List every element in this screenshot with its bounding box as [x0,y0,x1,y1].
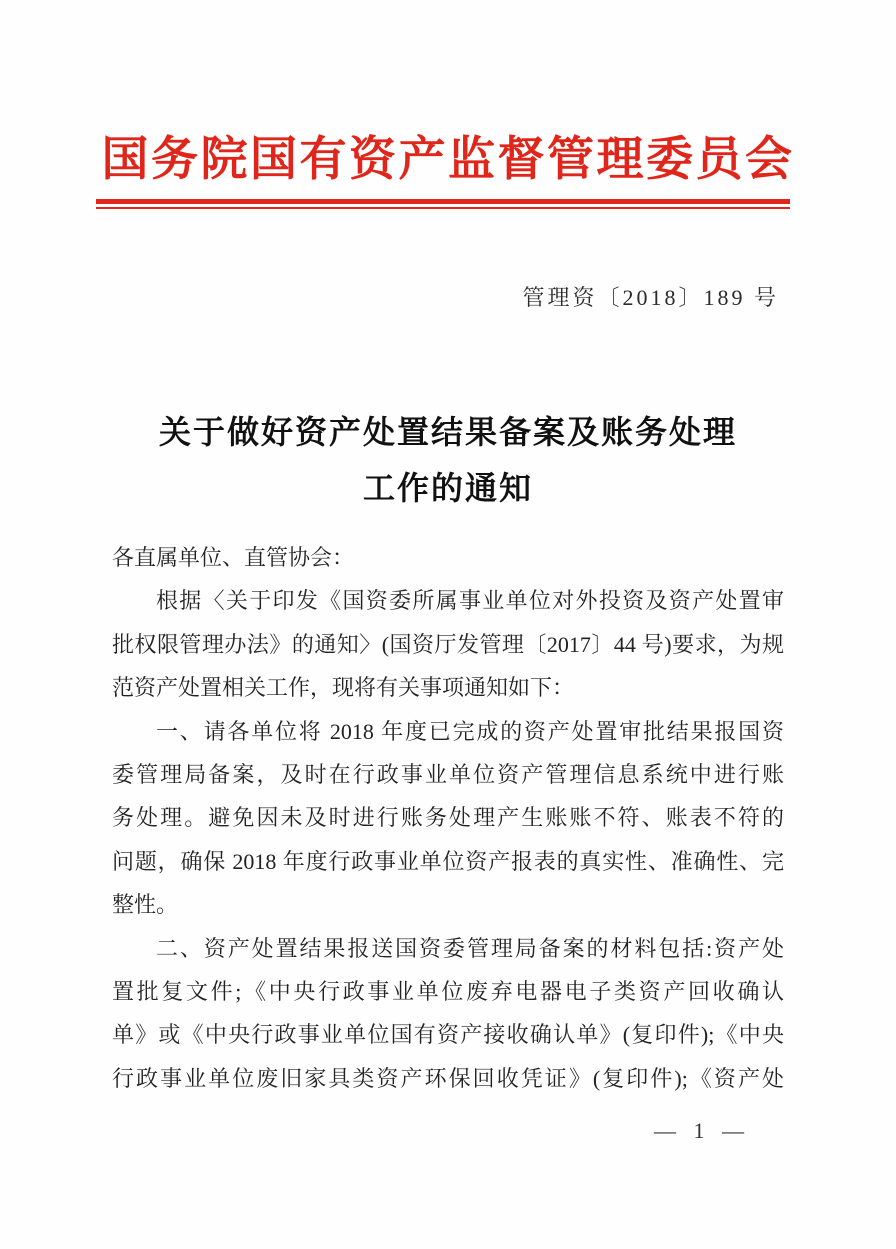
page-number: — 1 — [654,1118,745,1143]
agency-name: 国务院国有资产监督管理委员会 [101,132,795,185]
body-line: 范资产处置相关工作，现将有关事项通知如下： [112,675,575,701]
body-line: 行政事业单位废旧家具类资产环保回收凭证》(复印件);《资产处 [112,1065,784,1091]
salutation: 各直属单位、直管协会： [112,545,355,570]
body-line: 整性。 [112,892,179,918]
title-line-2: 工作的通知 [362,470,533,506]
document-title [0,404,896,516]
doc-number: 管理资〔2018〕189 号 [522,285,779,310]
body-line: 二、资产处置结果报送国资委管理局备案的材料包括:资产处 [156,935,784,961]
title-line-1: 关于做好资产处置结果备案及账务处理 [158,414,737,450]
body-line: 批权限管理办法》的通知〉(国资厅发管理〔2017〕44 号)要求，为规 [112,631,784,657]
document-body [112,536,784,1100]
body-line: 务处理。避免因未及时进行账务处理产生账账不符、账表不符的 [112,805,784,831]
body-line: 问题，确保 2018 年度行政事业单位资产报表的真实性、准确性、完 [112,848,784,874]
body-line: 根据〈关于印发《国资委所属事业单位对外投资及资产处置审 [156,588,784,614]
body-line: 委管理局备案，及时在行政事业单位资产管理信息系统中进行账 [112,762,784,788]
red-separator-line [96,199,790,209]
body-line: 单》或《中央行政事业单位国有资产接收确认单》(复印件);《中央 [112,1022,784,1048]
body-line: 置批复文件;《中央行政事业单位废弃电器电子类资产回收确认 [112,979,784,1005]
body-line: 一、请各单位将 2018 年度已完成的资产处置审批结果报国资 [156,718,784,744]
